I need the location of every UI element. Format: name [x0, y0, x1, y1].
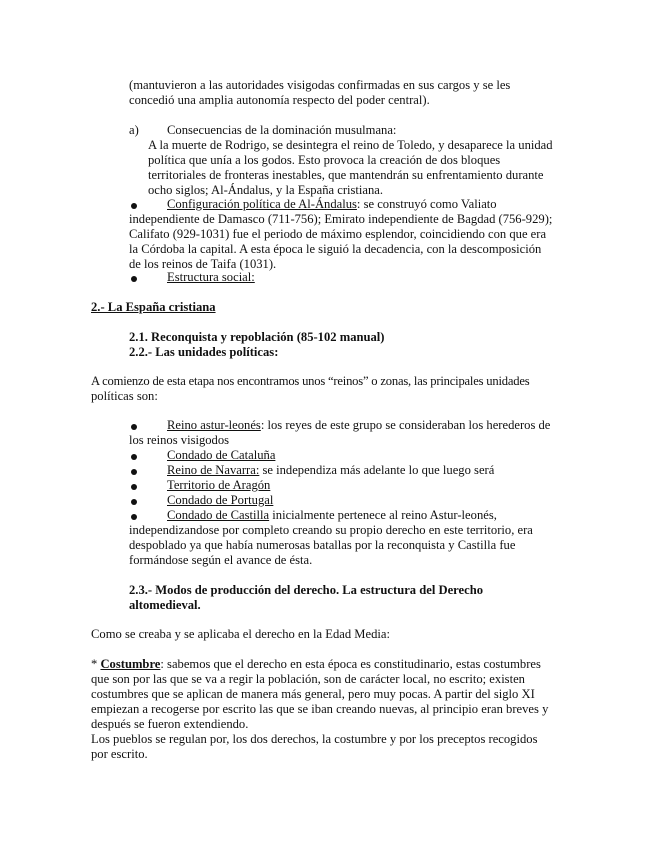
como-se-creaba: Como se creaba y se aplicaba el derecho en la Edad Media:	[91, 627, 390, 641]
configuracion-line-3: la Córdoba la capital. A esta época le siguió la decadencia, con la descomposición	[129, 242, 542, 256]
costumbre-line-3: costumbres que se aplican de manera más general, pero muy pocas. A partir del siglo XI	[91, 687, 535, 701]
bullet-icon	[131, 469, 137, 475]
bullet-icon	[131, 514, 137, 520]
configuracion-line-4: de los reinos de Taifa (1031).	[129, 257, 277, 271]
bullet-icon	[131, 424, 137, 430]
intro-line-1: (mantuvieron a las autoridades visigodas confirmadas en sus cargos y se les	[129, 78, 511, 92]
bullet-icon	[131, 276, 137, 282]
configuracion-line-1: independiente de Damasco (711-756); Emirato independiente de Bagdad (756-929);	[129, 212, 553, 226]
reino-astur-line-1	[167, 418, 550, 433]
intro-etapa-line-1: A comienzo de esta etapa nos encontramos unos “reinos” o zonas, las principales unidades	[91, 374, 530, 388]
condado-castilla-title: Condado de Castilla	[167, 508, 270, 522]
section-2-title: 2.- La España cristiana	[91, 300, 216, 314]
bullet-icon	[131, 484, 137, 490]
condado-castilla-line-1	[167, 508, 497, 523]
condado-castilla-rest: inicialmente pertenece al reino Astur-leonés,	[269, 508, 497, 522]
estructura-social: Estructura social:	[167, 270, 255, 284]
configuracion-rest: : se construyó como Valiato	[356, 197, 497, 211]
section-2-2-title: 2.2.- Las unidades políticas:	[129, 345, 279, 359]
reino-astur-title: Reino astur-leonés	[167, 418, 261, 432]
reino-astur-line-2: los reinos visigodos	[129, 433, 230, 447]
reino-astur-rest: : los reyes de este grupo se consideraban los herederos de	[260, 418, 551, 432]
costumbre-star: *	[91, 657, 101, 671]
territorio-aragon: Territorio de Aragón	[167, 478, 271, 492]
consecuencias-line-3: territoriales de fronteras inestables, que mantendrán su enfrentamiento durante	[148, 168, 544, 182]
condado-castilla-line-4: formándose según el avance de ésta.	[129, 553, 313, 567]
bullet-icon	[131, 454, 137, 460]
costumbre-title: Costumbre	[100, 657, 161, 671]
section-2-3-title-line-1: 2.3.- Modos de producción del derecho. La estructura del Derecho	[129, 583, 483, 597]
costumbre-line-7: por escrito.	[91, 747, 148, 761]
reino-navarra-line	[167, 463, 494, 478]
costumbre-line-6: Los pueblos se regulan por, los dos derechos, la costumbre y por los preceptos recogidos	[91, 732, 538, 746]
condado-cataluna: Condado de Cataluña	[167, 448, 276, 462]
list-marker-a: a)	[129, 123, 139, 137]
configuracion-first-line	[167, 197, 497, 212]
reino-navarra-rest: se independiza más adelante lo que luego será	[259, 463, 495, 477]
section-2-3-title-line-2: altomedieval.	[129, 598, 201, 612]
condado-castilla-line-2: independizandose por completo creando su propio derecho en este territorio, era	[129, 523, 533, 537]
costumbre-line-2: que son por las que se va a regir la población, son de carácter local, no escrito; existen	[91, 672, 525, 686]
costumbre-line-4: empiezan a recogerse por escrito las que se iban creando nuevas, al principio eran breves y	[91, 702, 549, 716]
costumbre-line-1	[91, 657, 541, 672]
costumbre-line-5: después se fueron extendiendo.	[91, 717, 249, 731]
consecuencias-heading: Consecuencias de la dominación musulmana:	[167, 123, 397, 137]
configuracion-title: Configuración política de Al-Ándalus	[167, 197, 357, 211]
bullet-icon	[131, 499, 137, 505]
condado-portugal: Condado de Portugal	[167, 493, 274, 507]
intro-etapa-line-2: políticas son:	[91, 389, 158, 403]
configuracion-line-2: Califato (929-1031) fue el periodo de máximo esplendor, coincidiendo con que era	[129, 227, 547, 241]
costumbre-rest: : sabemos que el derecho en esta época es constitudinario, estas costumbres	[160, 657, 541, 671]
consecuencias-line-1: A la muerte de Rodrigo, se desintegra el reino de Toledo, y desaparece la unidad	[148, 138, 553, 152]
consecuencias-line-4: ocho siglos; Al-Ándalus, y la España cristiana.	[148, 183, 384, 197]
reino-navarra-title: Reino de Navarra:	[167, 463, 260, 477]
section-2-1-title: 2.1. Reconquista y repoblación (85-102 manual)	[129, 330, 385, 344]
bullet-icon	[131, 203, 137, 209]
consecuencias-line-2: política que unía a los godos. Esto provoca la creación de dos bloques	[148, 153, 501, 167]
intro-line-2: concedió una amplia autonomía respecto del poder central).	[129, 93, 430, 107]
condado-castilla-line-3: despoblado ya que había numerosas batallas por la reconquista y Castilla fue	[129, 538, 516, 552]
